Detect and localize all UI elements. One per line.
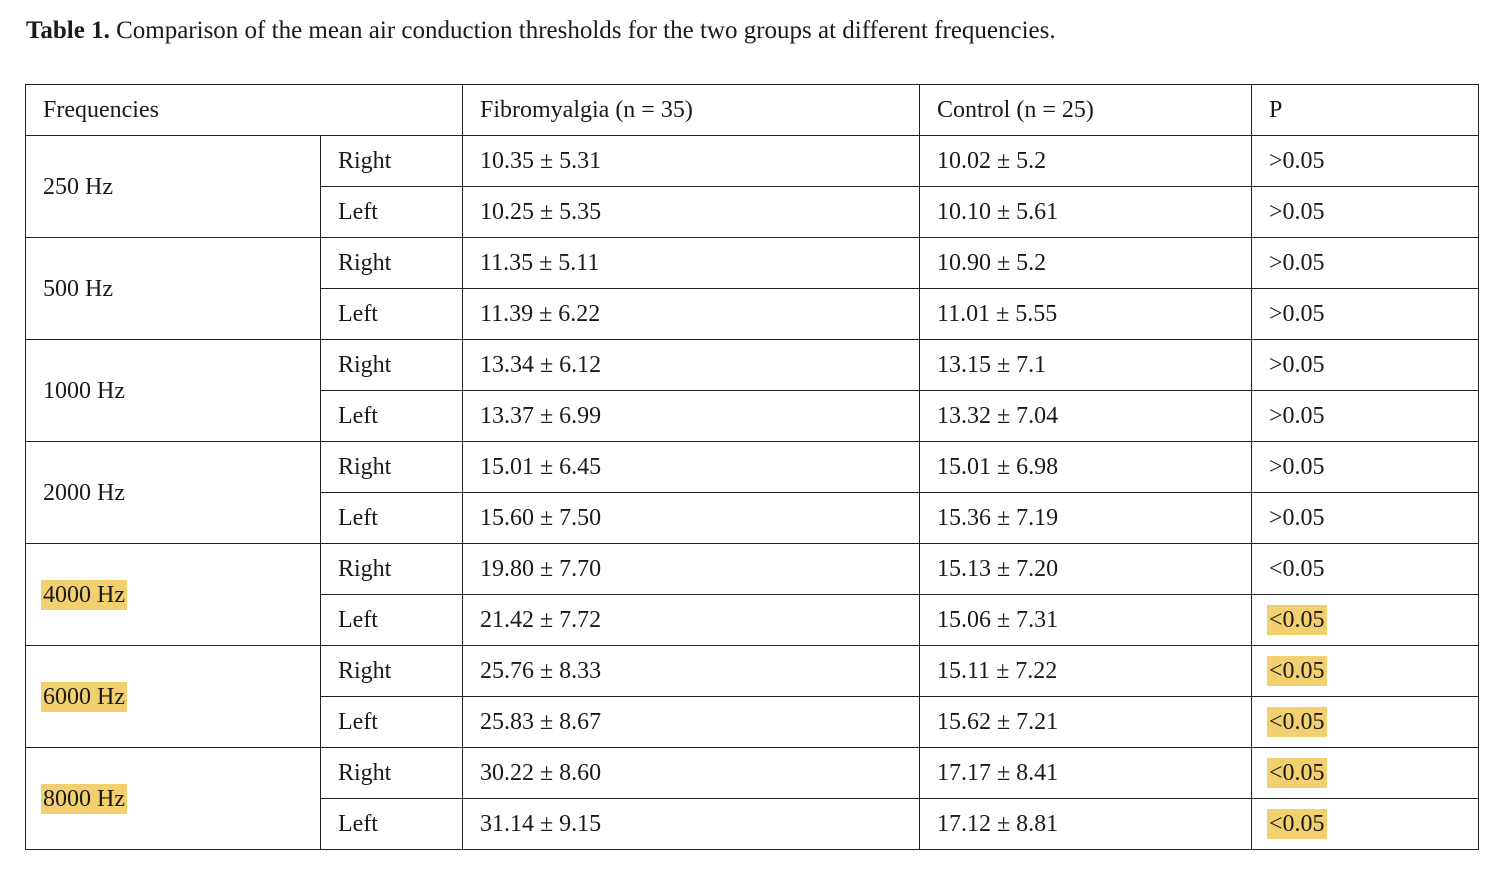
control-cell	[920, 748, 1252, 799]
frequency-label: 1000 Hz	[43, 377, 125, 404]
side-cell	[321, 493, 463, 544]
p-value-cell	[1252, 748, 1479, 799]
control-value: 11.01 ± 5.55	[937, 301, 1058, 327]
control-cell	[920, 595, 1252, 646]
p-value-value: <0.05	[1269, 709, 1325, 735]
table-row	[26, 442, 1479, 493]
table-row	[26, 748, 1479, 799]
p-value-value: >0.05	[1269, 505, 1325, 531]
fibromyalgia-value: 25.83 ± 8.67	[480, 709, 602, 735]
control-value: 15.11 ± 7.22	[937, 658, 1058, 684]
control-value: 17.17 ± 8.41	[937, 760, 1059, 786]
side-cell	[321, 340, 463, 391]
fibromyalgia-cell	[463, 238, 920, 289]
caption-text: Comparison of the mean air conduction thresholds for the two groups at different frequencies.	[116, 17, 1056, 44]
frequency-cell	[26, 238, 321, 340]
p-value-cell	[1252, 697, 1479, 748]
control-value: 10.90 ± 5.2	[937, 250, 1047, 276]
p-value-value: <0.05	[1269, 760, 1325, 786]
p-value-cell	[1252, 646, 1479, 697]
p-value-cell	[1252, 187, 1479, 238]
fibromyalgia-cell	[463, 748, 920, 799]
table-row	[26, 340, 1479, 391]
frequency-label: 500 Hz	[43, 275, 113, 302]
side-value: Right	[338, 454, 392, 480]
side-value: Left	[338, 709, 378, 735]
fibromyalgia-cell	[463, 697, 920, 748]
table-body	[26, 85, 1479, 850]
control-value: 15.62 ± 7.21	[937, 709, 1059, 735]
control-cell	[920, 493, 1252, 544]
fibromyalgia-cell	[463, 799, 920, 850]
side-cell	[321, 136, 463, 187]
frequency-label: 8000 Hz	[43, 785, 125, 812]
header-fibromyalgia: Fibromyalgia (n = 35)	[463, 85, 920, 136]
side-cell	[321, 595, 463, 646]
side-value: Right	[338, 250, 392, 276]
header-frequencies: Frequencies	[26, 85, 463, 136]
fibromyalgia-value: 25.76 ± 8.33	[480, 658, 602, 684]
side-cell	[321, 697, 463, 748]
p-value-value: >0.05	[1269, 250, 1325, 276]
side-value: Right	[338, 148, 392, 174]
side-value: Left	[338, 607, 378, 633]
side-cell	[321, 799, 463, 850]
header-row	[26, 85, 1479, 136]
frequency-label: 4000 Hz	[43, 581, 125, 608]
fibromyalgia-value: 11.35 ± 5.11	[480, 250, 600, 276]
side-value: Left	[338, 301, 378, 327]
frequency-label: 2000 Hz	[43, 479, 125, 506]
side-value: Right	[338, 556, 392, 582]
p-value-value: <0.05	[1269, 556, 1325, 582]
p-value-value: >0.05	[1269, 199, 1325, 225]
fibromyalgia-cell	[463, 646, 920, 697]
p-value-value: <0.05	[1269, 811, 1325, 837]
fibromyalgia-value: 13.34 ± 6.12	[480, 352, 602, 378]
fibromyalgia-value: 15.01 ± 6.45	[480, 454, 602, 480]
control-cell	[920, 646, 1252, 697]
side-value: Right	[338, 352, 392, 378]
p-value-value: >0.05	[1269, 403, 1325, 429]
frequency-label: 6000 Hz	[43, 683, 125, 710]
side-value: Right	[338, 760, 392, 786]
control-cell	[920, 442, 1252, 493]
p-value-cell	[1252, 799, 1479, 850]
caption-label: Table 1.	[26, 17, 110, 44]
fibromyalgia-value: 30.22 ± 8.60	[480, 760, 602, 786]
table-row	[26, 238, 1479, 289]
header-p: P	[1252, 85, 1479, 136]
frequency-cell	[26, 340, 321, 442]
fibromyalgia-cell	[463, 544, 920, 595]
fibromyalgia-value: 21.42 ± 7.72	[480, 607, 602, 633]
control-cell	[920, 391, 1252, 442]
table-row	[26, 544, 1479, 595]
p-value-cell	[1252, 289, 1479, 340]
p-value-cell	[1252, 442, 1479, 493]
control-cell	[920, 799, 1252, 850]
side-cell	[321, 646, 463, 697]
control-value: 10.10 ± 5.61	[937, 199, 1059, 225]
control-value: 13.15 ± 7.1	[937, 352, 1047, 378]
p-value-cell	[1252, 544, 1479, 595]
control-value: 10.02 ± 5.2	[937, 148, 1047, 174]
fibromyalgia-value: 13.37 ± 6.99	[480, 403, 602, 429]
control-cell	[920, 136, 1252, 187]
control-cell	[920, 238, 1252, 289]
fibromyalgia-cell	[463, 187, 920, 238]
p-value-value: >0.05	[1269, 148, 1325, 174]
control-cell	[920, 340, 1252, 391]
fibromyalgia-cell	[463, 493, 920, 544]
p-value-cell	[1252, 340, 1479, 391]
fibromyalgia-value: 15.60 ± 7.50	[480, 505, 602, 531]
fibromyalgia-value: 11.39 ± 6.22	[480, 301, 601, 327]
control-cell	[920, 187, 1252, 238]
side-cell	[321, 289, 463, 340]
side-value: Left	[338, 403, 378, 429]
control-cell	[920, 544, 1252, 595]
p-value-cell	[1252, 391, 1479, 442]
table-row	[26, 136, 1479, 187]
side-cell	[321, 391, 463, 442]
p-value-cell	[1252, 493, 1479, 544]
fibromyalgia-cell	[463, 595, 920, 646]
frequency-label: 250 Hz	[43, 173, 113, 200]
side-cell	[321, 544, 463, 595]
fibromyalgia-value: 19.80 ± 7.70	[480, 556, 602, 582]
side-cell	[321, 187, 463, 238]
control-value: 15.01 ± 6.98	[937, 454, 1059, 480]
p-value-value: >0.05	[1269, 352, 1325, 378]
fibromyalgia-cell	[463, 442, 920, 493]
p-value-cell	[1252, 238, 1479, 289]
fibromyalgia-cell	[463, 289, 920, 340]
frequency-cell	[26, 544, 321, 646]
control-value: 15.36 ± 7.19	[937, 505, 1059, 531]
p-value-cell	[1252, 595, 1479, 646]
fibromyalgia-value: 10.35 ± 5.31	[480, 148, 602, 174]
side-cell	[321, 238, 463, 289]
frequency-cell	[26, 748, 321, 850]
p-value-cell	[1252, 136, 1479, 187]
side-value: Left	[338, 199, 378, 225]
p-value-value: >0.05	[1269, 301, 1325, 327]
control-value: 13.32 ± 7.04	[937, 403, 1059, 429]
control-cell	[920, 697, 1252, 748]
fibromyalgia-cell	[463, 340, 920, 391]
control-value: 17.12 ± 8.81	[937, 811, 1059, 837]
side-value: Right	[338, 658, 392, 684]
side-cell	[321, 442, 463, 493]
table-caption	[26, 14, 1056, 48]
control-value: 15.13 ± 7.20	[937, 556, 1059, 582]
p-value-value: >0.05	[1269, 454, 1325, 480]
table-row	[26, 646, 1479, 697]
frequency-cell	[26, 442, 321, 544]
control-value: 15.06 ± 7.31	[937, 607, 1059, 633]
fibromyalgia-cell	[463, 136, 920, 187]
side-value: Left	[338, 505, 378, 531]
thresholds-table	[25, 84, 1479, 850]
frequency-cell	[26, 136, 321, 238]
fibromyalgia-cell	[463, 391, 920, 442]
fibromyalgia-value: 10.25 ± 5.35	[480, 199, 602, 225]
side-value: Left	[338, 811, 378, 837]
p-value-value: <0.05	[1269, 607, 1325, 633]
p-value-value: <0.05	[1269, 658, 1325, 684]
fibromyalgia-value: 31.14 ± 9.15	[480, 811, 602, 837]
header-control: Control (n = 25)	[920, 85, 1252, 136]
side-cell	[321, 748, 463, 799]
control-cell	[920, 289, 1252, 340]
frequency-cell	[26, 646, 321, 748]
